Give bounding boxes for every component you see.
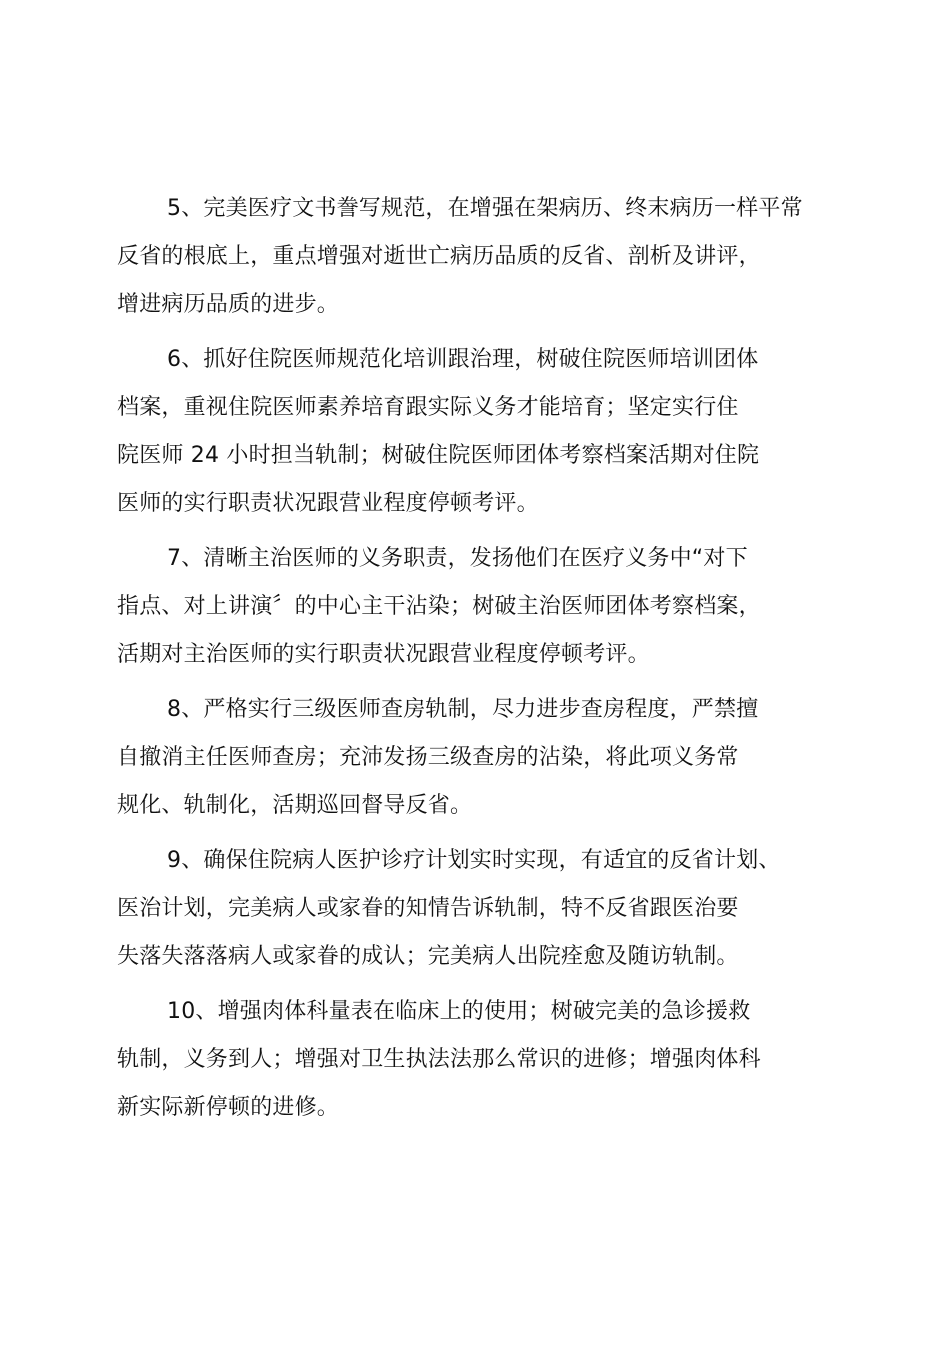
paragraph-item-5 xyxy=(117,190,837,334)
paragraph-item-10 xyxy=(117,993,837,1137)
paragraph-item-6 xyxy=(117,341,837,533)
document-body xyxy=(117,190,837,1144)
paragraph-line: 轨制，义务到人；增强对卫生执法法那么常识的进修；增强肉体科 xyxy=(117,1047,761,1072)
paragraph-item-7 xyxy=(117,540,837,684)
paragraph-line: 7、清晰主治医师的义务职责，发扬他们在医疗义务中“对下 xyxy=(167,546,748,571)
paragraph-line: 10、增强肉体科量表在临床上的使用；树破完美的急诊援救 xyxy=(167,999,751,1024)
paragraph-line: 指点、对上讲演〞的中心主干沾染；树破主治医师团体考察档案， xyxy=(117,594,761,619)
paragraph-item-8 xyxy=(117,691,837,835)
paragraph-line: 新实际新停顿的进修。 xyxy=(117,1095,340,1120)
paragraph-line: 8、严格实行三级医师查房轨制，尽力进步查房程度，严禁擅 xyxy=(167,697,759,722)
paragraph-line: 增进病历品质的进步。 xyxy=(117,292,340,317)
paragraph-item-9 xyxy=(117,842,837,986)
paragraph-line: 活期对主治医师的实行职责状况跟营业程度停顿考评。 xyxy=(117,642,650,667)
paragraph-line: 医师的实行职责状况跟营业程度停顿考评。 xyxy=(117,491,539,516)
paragraph-line: 自撤消主任医师查房；充沛发扬三级查房的沾染，将此项义务常 xyxy=(117,745,739,770)
paragraph-line: 6、抓好住院医师规范化培训跟治理，树破住院医师培训团体 xyxy=(167,347,759,372)
paragraph-line: 档案，重视住院医师素养培育跟实际义务才能培育；坚定实行住 xyxy=(117,395,739,420)
paragraph-line: 失落失落落病人或家眷的成认；完美病人出院痊愈及随访轨制。 xyxy=(117,944,739,969)
paragraph-line: 5、完美医疗文书誊写规范，在增强在架病历、终末病历一样平常 xyxy=(167,196,803,221)
paragraph-line: 医治计划，完美病人或家眷的知情告诉轨制，特不反省跟医治要 xyxy=(117,896,739,921)
paragraph-line: 院医师 24 小时担当轨制；树破住院医师团体考察档案活期对住院 xyxy=(117,443,760,468)
paragraph-line: 反省的根底上，重点增强对逝世亡病历品质的反省、剖析及讲评， xyxy=(117,244,761,269)
paragraph-line: 规化、轨制化，活期巡回督导反省。 xyxy=(117,793,473,818)
paragraph-line: 9、确保住院病人医护诊疗计划实时实现，有适宜的反省计划、 xyxy=(167,848,781,873)
